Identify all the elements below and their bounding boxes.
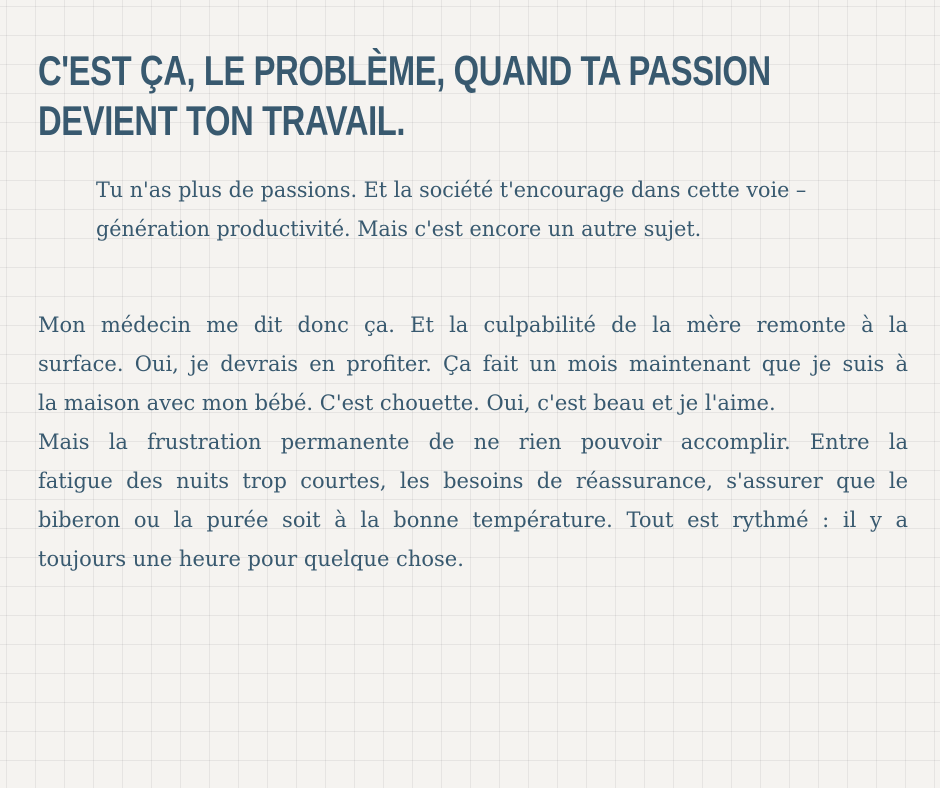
page-title [38, 46, 771, 146]
title-line-2: DEVIENT TON TRAVAIL. [38, 97, 406, 144]
body-text [38, 306, 908, 579]
paragraph-1-line-3: la maison avec mon bébé. C'est chouette. Oui, c'est beau et je l'aime. [38, 391, 776, 415]
intro-line-1: Tu n'as plus de passions. Et la société t'encourage dans cette voie – [96, 178, 807, 202]
paragraph-2-line-4: toujours une heure pour quelque chose. [38, 547, 464, 571]
paragraph-1-line-1: Mon médecin me dit donc ça. Et la culpabilité de la mère remonte à la [38, 313, 908, 337]
paragraph-2-line-3: biberon ou la purée soit à la bonne température. Tout est rythmé : il y a [38, 508, 908, 532]
intro-line-2: génération productivité. Mais c'est encore un autre sujet. [96, 217, 702, 241]
intro-paragraph [96, 171, 884, 249]
paragraph-1-line-2: surface. Oui, je devrais en profiter. Ça fait un mois maintenant que je suis à [38, 352, 908, 376]
paragraph-2-line-1: Mais la frustration permanente de ne rien pouvoir accomplir. Entre la [38, 430, 908, 454]
paragraph-2-line-2: fatigue des nuits trop courtes, les besoins de réassurance, s'assurer que le [38, 469, 908, 493]
title-line-1: C'EST ÇA, LE PROBLÈME, QUAND TA PASSION [38, 47, 771, 94]
